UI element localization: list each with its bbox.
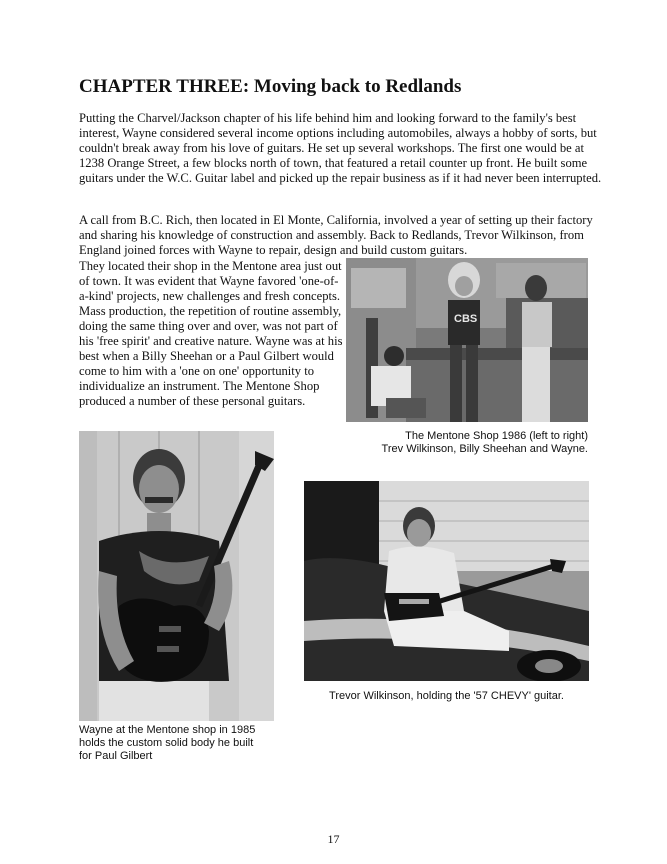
- caption-wayne-guitar-line3: for Paul Gilbert: [79, 750, 153, 762]
- paragraph-3: They located their shop in the Mentone area just out of town. It was evident that Wayne favored 'one-of-a-kind' projects, new challenges and fresh concepts. Mass production, the repetition of routine assembly, doing the same thing over and over, was not part of his 'free spirit' and creative nature. Wayne was at his best when a Billy Sheehan or a Paul Gilbert would come to him with a 'one on one' opportunity to individualize an instrument. The Mentone Shop produced a number of these personal guitars.: [79, 259, 343, 408]
- photo-trevor-chevy: [304, 481, 589, 681]
- caption-wayne-guitar-line2: holds the custom solid body he built: [79, 737, 254, 749]
- caption-wayne-guitar: [79, 724, 279, 763]
- paragraph-2: A call from B.C. Rich, then located in El Monte, California, involved a year of setting up their factory and sharing his knowledge of construction and assembly. Back to Redlands, Trevor Wilkinson, from England joined forces with Wayne to repair, design and build custom guitars.: [79, 213, 593, 257]
- shirt-text: CBS: [454, 313, 478, 325]
- chapter-title: CHAPTER THREE: Moving back to Redlands: [79, 76, 462, 97]
- caption-mentone-shop-line2: Trev Wilkinson, Billy Sheehan and Wayne.: [381, 443, 588, 455]
- paragraph-1: Putting the Charvel/Jackson chapter of his life behind him and looking forward to the family's best interest, Wayne considered several income options including automobiles, always a hobby of sorts, but couldn't break away from his love of guitars. He set up several workshops. The first one would be at 1238 Orange Street, a few blocks north of town, that featured a retail counter up front. He built some guitars under the W.C. Guitar label and picked up the repair business as if it had never been interrupted.: [79, 111, 602, 185]
- photo-mentone-shop: [346, 258, 588, 422]
- caption-trevor-chevy: Trevor Wilkinson, holding the '57 CHEVY' guitar.: [329, 690, 564, 702]
- photo-wayne-guitar: [79, 431, 274, 721]
- caption-mentone-shop-line1: The Mentone Shop 1986 (left to right): [405, 430, 588, 442]
- page-number: 17: [327, 832, 340, 846]
- caption-mentone-shop: [346, 430, 588, 456]
- photo-trevor-chevy-graphic: [304, 481, 589, 681]
- caption-wayne-guitar-line1: Wayne at the Mentone shop in 1985: [79, 724, 256, 736]
- photo-mentone-shop-graphic: [346, 258, 588, 422]
- photo-wayne-guitar-graphic: [79, 431, 274, 721]
